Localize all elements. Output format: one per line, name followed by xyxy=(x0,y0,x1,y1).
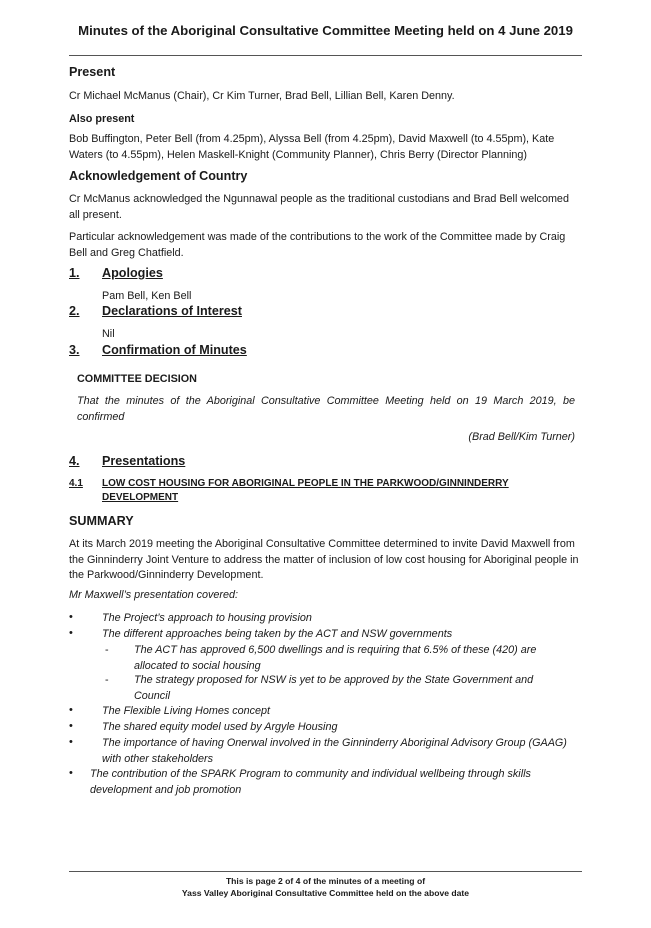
section-4-1-number: 4.1 xyxy=(69,478,83,489)
list-item: The Flexible Living Homes concept xyxy=(102,705,271,717)
section-1-number: 1. xyxy=(69,266,80,280)
summary-text: At its March 2019 meeting the Aboriginal Consultative Committee determined to invite David Maxwell from the Ginninderry Joint Venture to address the matter of inclusion of low cost housing for Aboriginal people in the Parkwood/Ginninderry Development. xyxy=(69,538,579,582)
page-header-title: Minutes of the Aboriginal Consultative Committee Meeting held on 4 June 2019 xyxy=(78,23,573,38)
dash-icon: - xyxy=(105,644,109,656)
committee-decision-mover: (Brad Bell/Kim Turner) xyxy=(468,431,575,443)
list-item: The contribution of the SPARK Program to community and individual wellbeing through skills development and job promotion xyxy=(90,768,531,796)
present-heading: Present xyxy=(69,65,116,79)
footer-divider xyxy=(69,871,582,872)
also-present-attendees: Bob Buffington, Peter Bell (from 4.25pm), Alyssa Bell (from 4.25pm), David Maxwell (to 4.55pm), Kate Waters (to 4.55pm), Helen Maskell-Knight (Community Planner), Chris Berry (Director Planning) xyxy=(69,133,555,161)
list-item: The different approaches being taken by the ACT and NSW governments xyxy=(102,628,453,640)
summary-heading: SUMMARY xyxy=(69,514,134,528)
list-item: The Project’s approach to housing provision xyxy=(102,612,312,624)
section-1-title: Apologies xyxy=(102,266,163,280)
section-4-1-title: LOW COST HOUSING FOR ABORIGINAL PEOPLE IN THE PARKWOOD/GINNINDERRY DEVELOPMENT xyxy=(102,478,509,503)
dash-icon: - xyxy=(105,674,109,686)
section-2-title: Declarations of Interest xyxy=(102,304,242,318)
section-1-body: Pam Bell, Ken Bell xyxy=(102,290,192,302)
committee-decision-heading: COMMITTEE DECISION xyxy=(77,373,197,385)
bullet-icon: • xyxy=(69,611,73,623)
footer-line-1: This is page 2 of 4 of the minutes of a meeting of xyxy=(225,876,426,886)
section-2-number: 2. xyxy=(69,304,80,318)
section-2-body: Nil xyxy=(102,328,115,340)
bullet-icon: • xyxy=(69,767,73,779)
section-4-number: 4. xyxy=(69,454,80,468)
list-item: The importance of having Onerwal involved in the Ginninderry Aboriginal Advisory Group (GAAG) with other stakeholders xyxy=(102,737,567,765)
bullet-icon: • xyxy=(69,627,73,639)
list-subitem: The strategy proposed for NSW is yet to be approved by the State Government and Council xyxy=(134,674,534,702)
committee-decision-text: That the minutes of the Aboriginal Consultative Committee Meeting held on 19 March 2019, be confirmed xyxy=(77,395,575,423)
present-attendees: Cr Michael McManus (Chair), Cr Kim Turner, Brad Bell, Lillian Bell, Karen Denny. xyxy=(69,90,455,102)
acknowledgement-para-1: Cr McManus acknowledged the Ngunnawal people as the traditional custodians and Brad Bell welcomed all present. xyxy=(69,193,569,221)
also-present-heading: Also present xyxy=(69,113,135,125)
bullet-icon: • xyxy=(69,720,73,732)
presentation-intro: Mr Maxwell’s presentation covered: xyxy=(69,589,239,601)
bullet-icon: • xyxy=(69,704,73,716)
section-3-number: 3. xyxy=(69,343,80,357)
bullet-icon: • xyxy=(69,736,73,748)
list-subitem: The ACT has approved 6,500 dwellings and is requiring that 6.5% of these (420) are allocated to social housing xyxy=(134,644,537,672)
acknowledgement-heading: Acknowledgement of Country xyxy=(69,169,248,183)
section-3-title: Confirmation of Minutes xyxy=(102,343,247,357)
list-item: The shared equity model used by Argyle Housing xyxy=(102,721,338,733)
header-divider xyxy=(69,55,582,56)
section-4-title: Presentations xyxy=(102,454,186,468)
footer-line-2: Yass Valley Aboriginal Consultative Committee held on the above date xyxy=(181,888,470,898)
acknowledgement-para-2: Particular acknowledgement was made of the contributions to the work of the Committee made by Craig Bell and Greg Chatfield. xyxy=(69,231,566,259)
